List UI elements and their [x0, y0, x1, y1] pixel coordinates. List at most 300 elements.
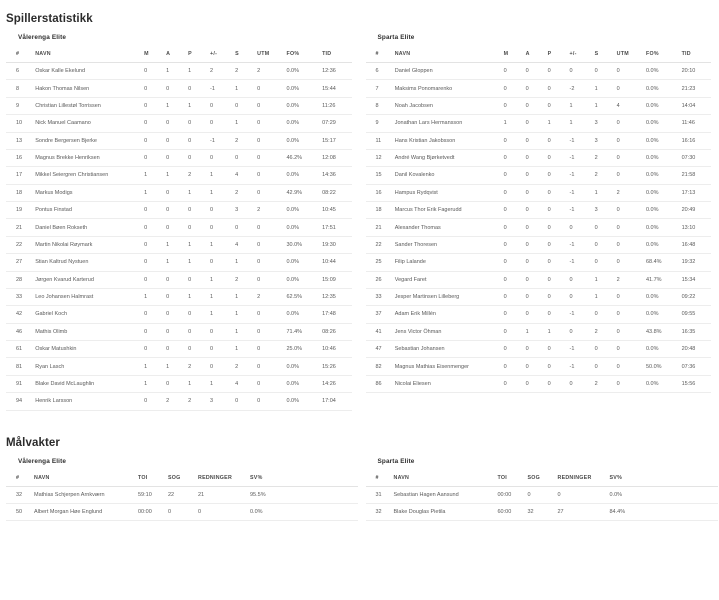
stat-plus-minus: 1	[208, 236, 233, 253]
stat-saves: 27	[556, 503, 608, 520]
stat-time: 11:26	[320, 97, 351, 114]
stat-assists: 0	[524, 254, 546, 271]
skaters-team-home	[0, 25, 360, 411]
goalie-table-away-body	[366, 486, 718, 521]
goalies-title: Målvakter	[6, 436, 60, 449]
stat-points: 0	[546, 132, 568, 149]
stat-assists: 0	[164, 271, 186, 288]
stat-assists: 1	[524, 323, 546, 340]
player-number: 25	[366, 254, 393, 271]
player-name: Maksims Ponomarenko	[393, 80, 502, 97]
col-faceoff-pct[interactable]: FO%	[644, 47, 680, 63]
stat-time: 12:36	[320, 63, 351, 80]
stat-points: 1	[186, 97, 208, 114]
stat-time: 16:16	[680, 132, 711, 149]
stat-goals: 0	[142, 202, 164, 219]
stat-time: 08:26	[320, 323, 351, 340]
player-number: 16	[6, 149, 33, 166]
player-number: 82	[366, 358, 393, 375]
col-saves[interactable]: REDNINGER	[556, 471, 608, 487]
stat-shots: 4	[233, 167, 255, 184]
table-row[interactable]	[6, 375, 352, 392]
stat-time: 17:13	[680, 184, 711, 201]
stat-toi: 59:10	[136, 486, 166, 503]
col-assists[interactable]: A	[524, 47, 546, 63]
player-name: Jonathan Lars Hermansson	[393, 115, 502, 132]
col-assists[interactable]: A	[164, 47, 186, 63]
stat-goals: 0	[142, 115, 164, 132]
stat-points: 0	[546, 341, 568, 358]
stat-goals: 1	[142, 288, 164, 305]
table-row[interactable]	[366, 132, 712, 149]
stat-faceoff-pct: 0.0%	[644, 149, 680, 166]
stat-plus-minus: 0	[568, 63, 593, 80]
stat-assists: 0	[524, 288, 546, 305]
stat-penalty: 4	[615, 97, 644, 114]
stat-goals: 0	[502, 254, 524, 271]
table-row[interactable]	[366, 167, 712, 184]
team-name-home: Vålerenga Elite	[18, 34, 67, 41]
row-spacer	[642, 503, 718, 520]
player-number: 28	[6, 271, 33, 288]
table-row[interactable]	[366, 219, 712, 236]
table-row[interactable]	[366, 63, 712, 80]
table-row[interactable]	[366, 375, 712, 392]
table-row[interactable]	[6, 503, 358, 520]
table-row[interactable]	[366, 271, 712, 288]
stat-shots: 0	[593, 306, 615, 323]
stat-points: 0	[546, 202, 568, 219]
stat-goals: 0	[502, 167, 524, 184]
stat-assists: 0	[524, 341, 546, 358]
stat-points: 0	[546, 254, 568, 271]
stat-plus-minus: -1	[568, 236, 593, 253]
stat-shots: 0	[233, 393, 255, 410]
player-number: 22	[6, 236, 33, 253]
stat-time: 20:10	[680, 63, 711, 80]
table-row[interactable]	[6, 341, 352, 358]
stat-faceoff-pct: 0.0%	[284, 167, 320, 184]
player-name: Adam Erik Millén	[393, 306, 502, 323]
col-name[interactable]: NAVN	[32, 471, 136, 487]
stat-points: 1	[186, 288, 208, 305]
player-number: 9	[366, 115, 393, 132]
stat-penalty: 0	[615, 63, 644, 80]
stat-faceoff-pct: 0.0%	[644, 202, 680, 219]
col-toi[interactable]: TOI	[136, 471, 166, 487]
table-row[interactable]	[6, 306, 352, 323]
row-spacer	[642, 486, 718, 503]
player-name: Mathis Olimb	[33, 323, 142, 340]
stat-points: 0	[546, 149, 568, 166]
stat-goals: 0	[502, 219, 524, 236]
stat-shots: 0	[233, 97, 255, 114]
table-row[interactable]	[6, 236, 352, 253]
player-number: 27	[6, 254, 33, 271]
stat-save-pct: 95.5%	[248, 486, 282, 503]
stat-faceoff-pct: 71.4%	[284, 323, 320, 340]
stat-points: 0	[546, 97, 568, 114]
stat-penalty: 0	[255, 306, 284, 323]
stat-points: 0	[186, 219, 208, 236]
stat-penalty: 0	[255, 271, 284, 288]
table-row[interactable]	[6, 167, 352, 184]
player-number: 7	[366, 80, 393, 97]
player-name: Daniel Gloppen	[393, 63, 502, 80]
stat-goals: 0	[142, 341, 164, 358]
stat-assists: 1	[164, 167, 186, 184]
stat-assists: 0	[524, 358, 546, 375]
player-number: 33	[6, 288, 33, 305]
player-name: Danil Kovalenko	[393, 167, 502, 184]
player-number: 41	[366, 323, 393, 340]
player-name: Marcus Thor Erik Fagerudd	[393, 202, 502, 219]
table-row[interactable]	[366, 486, 718, 503]
skaters-section-header	[0, 0, 719, 25]
stat-saves: 21	[196, 486, 248, 503]
stat-penalty: 0	[255, 236, 284, 253]
stat-assists: 0	[524, 132, 546, 149]
stat-penalty: 0	[615, 341, 644, 358]
stat-time: 17:04	[320, 393, 351, 410]
stat-time: 12:08	[320, 149, 351, 166]
table-row[interactable]	[366, 254, 712, 271]
stat-time: 08:22	[320, 184, 351, 201]
player-name: André Wang Bjørketvedt	[393, 149, 502, 166]
table-row[interactable]	[6, 271, 352, 288]
stat-shots: 0	[593, 254, 615, 271]
stat-plus-minus: 0	[568, 288, 593, 305]
player-name: Blake Douglas Pietila	[392, 503, 496, 520]
player-number: 21	[366, 219, 393, 236]
table-row[interactable]	[6, 393, 352, 410]
player-name: Albert Morgan Høe Englund	[32, 503, 136, 520]
player-name: Gabriel Koch	[33, 306, 142, 323]
stat-faceoff-pct: 68.4%	[644, 254, 680, 271]
skaters-team-away	[360, 25, 719, 393]
stat-assists: 0	[164, 132, 186, 149]
stat-points: 0	[186, 80, 208, 97]
col-faceoff-pct[interactable]: FO%	[284, 47, 320, 63]
stat-penalty: 0	[255, 184, 284, 201]
stat-shots: 1	[593, 97, 615, 114]
stat-points: 0	[546, 63, 568, 80]
stat-goals: 0	[502, 80, 524, 97]
table-row[interactable]	[366, 202, 712, 219]
player-name: Vegard Faret	[393, 271, 502, 288]
table-row[interactable]	[366, 358, 712, 375]
col-shots[interactable]: S	[593, 47, 615, 63]
stat-goals: 0	[502, 323, 524, 340]
stat-plus-minus: 1	[208, 288, 233, 305]
stat-shots: 2	[233, 63, 255, 80]
col-shots[interactable]: S	[233, 47, 255, 63]
player-name: Leo Johansen Halmrast	[33, 288, 142, 305]
stat-penalty: 2	[255, 288, 284, 305]
stat-points: 0	[546, 288, 568, 305]
stat-faceoff-pct: 0.0%	[644, 132, 680, 149]
goalie-table-home-body	[6, 486, 358, 521]
col-goals[interactable]: M	[142, 47, 164, 63]
stat-plus-minus: -2	[568, 80, 593, 97]
stat-points: 0	[186, 306, 208, 323]
player-name: Magnus Mathias Eisenmenger	[393, 358, 502, 375]
col-number[interactable]: #	[6, 47, 33, 63]
stat-points: 1	[186, 236, 208, 253]
stat-points: 0	[186, 149, 208, 166]
stat-plus-minus: 1	[208, 306, 233, 323]
stat-faceoff-pct: 41.7%	[644, 271, 680, 288]
stat-penalty: 0	[615, 149, 644, 166]
stat-shots: 1	[233, 323, 255, 340]
player-number: 37	[366, 306, 393, 323]
player-name: Magnus Brekke Henriksen	[33, 149, 142, 166]
col-goals[interactable]: M	[502, 47, 524, 63]
col-plus-minus[interactable]: +/-	[568, 47, 593, 63]
stat-shots: 4	[233, 236, 255, 253]
stat-assists: 0	[164, 80, 186, 97]
goalie-table-away	[366, 471, 718, 522]
col-points[interactable]: P	[546, 47, 568, 63]
stat-faceoff-pct: 0.0%	[284, 63, 320, 80]
player-name: Oskar Kalle Ekelund	[33, 63, 142, 80]
stat-penalty: 0	[255, 358, 284, 375]
col-time[interactable]: TID	[320, 47, 351, 63]
team-name-away: Sparta Elite	[377, 34, 415, 41]
player-name: Filip Lalande	[393, 254, 502, 271]
stat-plus-minus: 0	[208, 341, 233, 358]
stat-time: 16:48	[680, 236, 711, 253]
col-sog[interactable]: SOG	[526, 471, 556, 487]
stat-faceoff-pct: 0.0%	[644, 306, 680, 323]
stat-penalty: 0	[615, 115, 644, 132]
stat-assists: 0	[164, 184, 186, 201]
stat-toi: 00:00	[136, 503, 166, 520]
table-row[interactable]	[6, 97, 352, 114]
stat-faceoff-pct: 0.0%	[284, 306, 320, 323]
stat-plus-minus: 1	[208, 167, 233, 184]
table-row[interactable]	[366, 323, 712, 340]
player-name: Pontus Finstad	[33, 202, 142, 219]
stat-assists: 0	[164, 219, 186, 236]
stat-assists: 0	[524, 375, 546, 392]
stat-points: 2	[186, 358, 208, 375]
table-row[interactable]	[366, 97, 712, 114]
player-name: Stian Kaltrud Nystuen	[33, 254, 142, 271]
stat-sog: 0	[526, 486, 556, 503]
col-name[interactable]: NAVN	[393, 47, 502, 63]
stat-save-pct: 84.4%	[608, 503, 642, 520]
stat-assists: 1	[164, 236, 186, 253]
player-name: Ryan Lasch	[33, 358, 142, 375]
stat-assists: 0	[524, 219, 546, 236]
stat-time: 10:46	[320, 341, 351, 358]
stat-faceoff-pct: 0.0%	[644, 375, 680, 392]
stat-assists: 0	[164, 306, 186, 323]
table-row[interactable]	[366, 236, 712, 253]
player-number: 47	[366, 341, 393, 358]
player-name: Christian Lillestøl Torrissen	[33, 97, 142, 114]
stat-penalty: 0	[255, 167, 284, 184]
stat-goals: 0	[142, 149, 164, 166]
col-penalty[interactable]: UTM	[255, 47, 284, 63]
stat-faceoff-pct: 0.0%	[644, 63, 680, 80]
stat-faceoff-pct: 30.0%	[284, 236, 320, 253]
stat-faceoff-pct: 0.0%	[284, 202, 320, 219]
stat-goals: 0	[142, 63, 164, 80]
stat-penalty: 0	[255, 254, 284, 271]
stat-plus-minus: 0	[568, 323, 593, 340]
player-number: 32	[6, 486, 32, 503]
stat-points: 0	[546, 80, 568, 97]
player-name: Martin Nikolai Røymark	[33, 236, 142, 253]
stat-shots: 2	[233, 358, 255, 375]
stat-faceoff-pct: 62.5%	[284, 288, 320, 305]
stat-plus-minus: -1	[208, 80, 233, 97]
stat-saves: 0	[196, 503, 248, 520]
stat-shots: 3	[593, 115, 615, 132]
skater-table-away-body	[366, 63, 712, 393]
stat-assists: 1	[164, 254, 186, 271]
skater-table-home	[6, 47, 352, 411]
table-row[interactable]	[6, 149, 352, 166]
stat-faceoff-pct: 0.0%	[644, 80, 680, 97]
player-name: Hampus Rydqvist	[393, 184, 502, 201]
stat-goals: 1	[142, 375, 164, 392]
table-row[interactable]	[6, 80, 352, 97]
player-name: Sander Thoresen	[393, 236, 502, 253]
table-row[interactable]	[6, 254, 352, 271]
col-time[interactable]: TID	[680, 47, 711, 63]
stat-time: 17:48	[320, 306, 351, 323]
stat-shots: 3	[233, 202, 255, 219]
stat-goals: 0	[142, 306, 164, 323]
stat-faceoff-pct: 0.0%	[644, 288, 680, 305]
stat-shots: 2	[233, 271, 255, 288]
stat-penalty: 0	[255, 219, 284, 236]
stat-time: 15:34	[680, 271, 711, 288]
stat-plus-minus: -1	[568, 132, 593, 149]
goalie-team-name-home: Vålerenga Elite	[18, 457, 67, 465]
table-row[interactable]	[6, 323, 352, 340]
table-row[interactable]	[6, 63, 352, 80]
stat-penalty: 0	[615, 288, 644, 305]
stat-plus-minus: 0	[568, 271, 593, 288]
col-save-pct[interactable]: SV%	[248, 471, 282, 487]
col-name[interactable]: NAVN	[392, 471, 496, 487]
stat-faceoff-pct: 0.0%	[644, 341, 680, 358]
stat-goals: 0	[502, 271, 524, 288]
col-name[interactable]: NAVN	[33, 47, 142, 63]
stat-penalty: 2	[255, 202, 284, 219]
stat-time: 21:58	[680, 167, 711, 184]
table-row[interactable]	[366, 288, 712, 305]
table-row[interactable]	[366, 80, 712, 97]
stat-goals: 1	[142, 184, 164, 201]
col-number[interactable]: #	[366, 471, 392, 487]
col-number[interactable]: #	[6, 471, 32, 487]
stat-faceoff-pct: 0.0%	[284, 219, 320, 236]
col-plus-minus[interactable]: +/-	[208, 47, 233, 63]
player-name: Jørgen Kvarud Karterud	[33, 271, 142, 288]
row-spacer	[282, 486, 358, 503]
col-sog[interactable]: SOG	[166, 471, 196, 487]
stat-goals: 0	[502, 341, 524, 358]
table-row[interactable]	[6, 288, 352, 305]
table-row[interactable]	[366, 184, 712, 201]
stat-time: 16:35	[680, 323, 711, 340]
stat-points: 1	[186, 63, 208, 80]
stat-time: 20:49	[680, 202, 711, 219]
table-row[interactable]	[6, 132, 352, 149]
stat-faceoff-pct: 0.0%	[644, 167, 680, 184]
player-name: Jesper Martinsen Lilleberg	[393, 288, 502, 305]
table-row[interactable]	[366, 503, 718, 520]
stat-shots: 2	[233, 184, 255, 201]
stat-penalty: 0	[615, 323, 644, 340]
stat-points: 0	[186, 202, 208, 219]
stat-plus-minus: 0	[208, 219, 233, 236]
stat-plus-minus: 0	[568, 219, 593, 236]
stat-time: 15:17	[320, 132, 351, 149]
stat-penalty: 0	[255, 115, 284, 132]
col-number[interactable]: #	[366, 47, 393, 63]
stat-plus-minus: 2	[208, 63, 233, 80]
col-save-pct[interactable]: SV%	[608, 471, 642, 487]
player-number: 21	[6, 219, 33, 236]
table-row[interactable]	[366, 115, 712, 132]
col-penalty[interactable]: UTM	[615, 47, 644, 63]
col-points[interactable]: P	[186, 47, 208, 63]
table-row[interactable]	[6, 115, 352, 132]
stat-shots: 1	[593, 271, 615, 288]
table-row[interactable]	[6, 202, 352, 219]
table-row[interactable]	[366, 149, 712, 166]
table-row[interactable]	[6, 219, 352, 236]
stat-points: 0	[546, 167, 568, 184]
stat-plus-minus: -1	[208, 132, 233, 149]
table-row[interactable]	[6, 358, 352, 375]
stat-time: 21:23	[680, 80, 711, 97]
stat-saves: 0	[556, 486, 608, 503]
col-saves[interactable]: REDNINGER	[196, 471, 248, 487]
stat-time: 12:35	[320, 288, 351, 305]
player-number: 12	[366, 149, 393, 166]
table-row[interactable]	[6, 184, 352, 201]
table-row[interactable]	[366, 341, 712, 358]
player-number: 9	[6, 97, 33, 114]
player-name: Mikkel Seiergren Christiansen	[33, 167, 142, 184]
stat-plus-minus: -1	[568, 341, 593, 358]
stat-shots: 0	[233, 219, 255, 236]
stat-points: 0	[546, 236, 568, 253]
stat-points: 0	[186, 132, 208, 149]
table-row[interactable]	[6, 486, 358, 503]
stat-points: 0	[546, 306, 568, 323]
table-header-row	[6, 47, 352, 63]
player-number: 33	[366, 288, 393, 305]
stat-shots: 2	[593, 167, 615, 184]
col-toi[interactable]: TOI	[496, 471, 526, 487]
stat-shots: 4	[233, 375, 255, 392]
stat-time: 10:44	[320, 254, 351, 271]
stat-plus-minus: 0	[568, 375, 593, 392]
stat-plus-minus: 0	[208, 115, 233, 132]
stat-plus-minus: 3	[208, 393, 233, 410]
stat-time: 07:30	[680, 149, 711, 166]
table-row[interactable]	[366, 306, 712, 323]
stat-faceoff-pct: 0.0%	[284, 132, 320, 149]
